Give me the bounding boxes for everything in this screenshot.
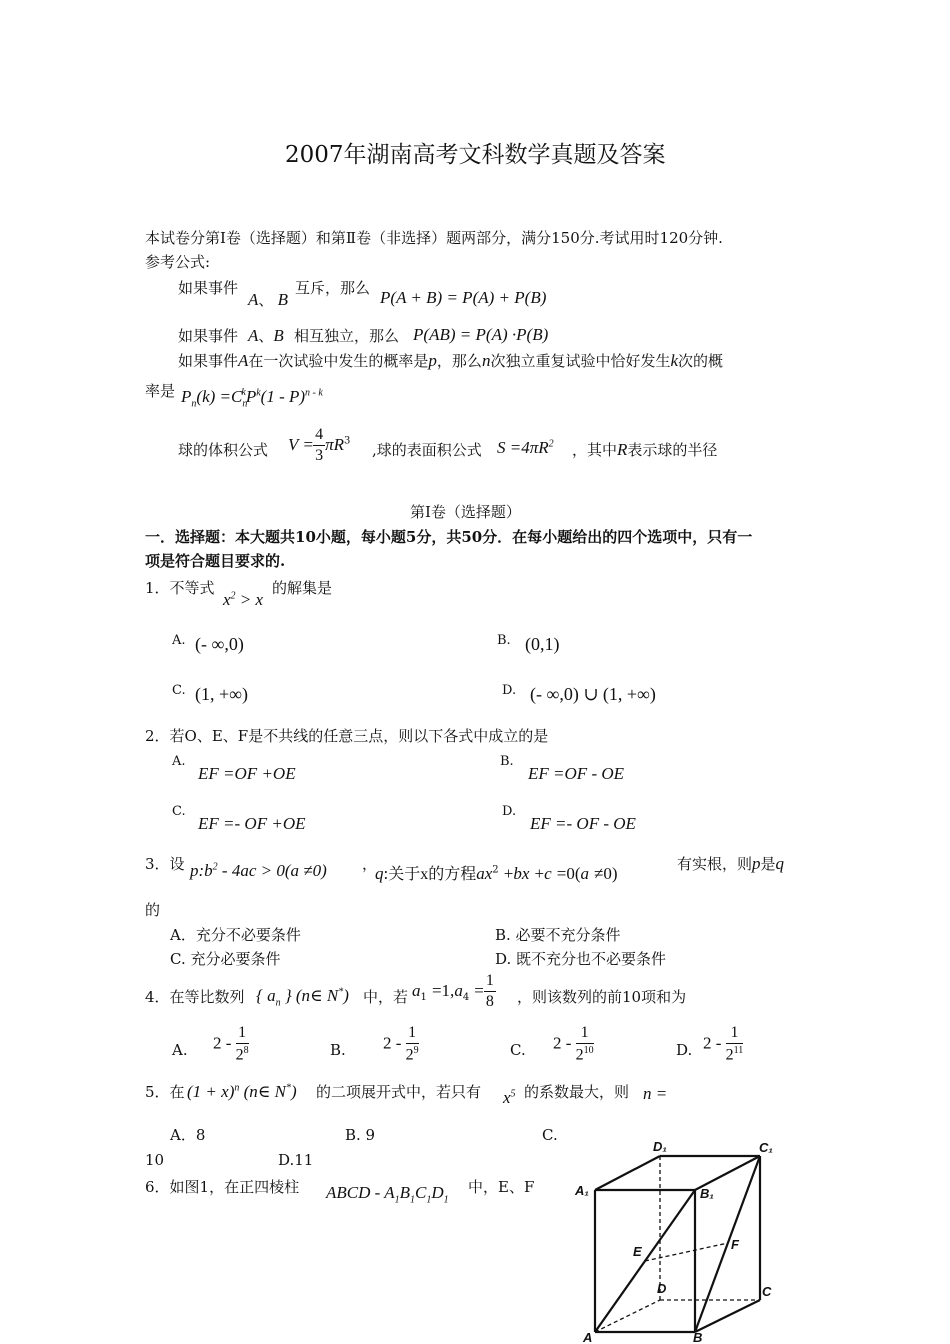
q2-option-d: EF =- OF - OE — [530, 814, 636, 833]
formula-heading: 参考公式: — [145, 253, 211, 271]
q5-stem-a: 5．在 — [145, 1083, 185, 1101]
label-c1: C₁ — [759, 1140, 773, 1155]
q3-stem-a: 3．设 — [145, 855, 185, 873]
formula-exclusive-events: A、 B — [248, 290, 289, 309]
q1-option-a-label: A. — [172, 633, 186, 648]
q3-stem-e: 的 — [145, 901, 161, 919]
q1-option-b-label: B. — [497, 633, 511, 648]
q1-option-c-label: C. — [172, 683, 186, 698]
section-heading: 第Ⅰ卷（选择题） — [410, 503, 521, 521]
q5-option-c-label: C. — [542, 1126, 558, 1144]
label-d: D — [657, 1281, 667, 1296]
q4-option-b-label: B. — [330, 1041, 346, 1059]
edge-a-d — [595, 1300, 660, 1332]
q3-option-b: B. 必要不充分条件 — [495, 926, 621, 944]
q4-option-b: 2 - $\frac{1}{2^9}$ — [383, 1024, 419, 1064]
q4-stem-b: 中，若 — [363, 988, 409, 1006]
q1-stem-a: 1．不等式 — [145, 579, 215, 597]
q4-option-d: 2 - $\frac{1}{2^{11}}$ — [703, 1024, 744, 1064]
q1-option-b: (0,1) — [525, 634, 560, 654]
q3-q-condition: q:关于x的方程$ax^2 +bx +c =0(a \ne 0)$ — [375, 864, 618, 883]
formula-sphere-text: ，其中R表示球的半径 — [572, 440, 718, 459]
formula-exclusive-mid: 互斥，那么 — [295, 279, 371, 297]
q3-option-d: D. 既不充分也不必要条件 — [495, 950, 667, 968]
q2-option-b: EF =OF - OE — [528, 764, 625, 783]
formula-binom-line2: 率是 — [145, 382, 176, 400]
q1-stem-b: 的解集是 — [272, 579, 333, 597]
q5-term: $x^5$ — [503, 1088, 516, 1107]
formula-indep-eq: P(AB) = P(A) ·P(B) — [413, 325, 549, 344]
label-b: B — [693, 1330, 703, 1344]
q4-option-d-label: D. — [676, 1041, 693, 1059]
q2-stem: 2．若O、E、F是不共线的任意三点，则以下各式中成立的是 — [145, 727, 549, 745]
q1-option-c: (1, +∞) — [195, 684, 248, 704]
formula-indep-events: A、B — [248, 326, 284, 345]
q3-stem-c: 有实根，则p是q — [677, 854, 785, 873]
label-b1: B₁ — [700, 1186, 714, 1201]
q5-stem-c: 的系数最大，则 — [524, 1083, 630, 1101]
q6-stem-a: 6．如图1，在正四棱柱 — [145, 1178, 300, 1196]
instructions: 一．选择题：本大题共10小题，每小题5分，共50分．在每小题给出的四个选项中，只有一 — [145, 528, 753, 546]
q4-sequence: { $a_n$ } (n∈ N*) — [256, 986, 349, 1009]
instructions-2: 项是符合题目要求的. — [145, 552, 286, 570]
q2-option-b-label: B. — [500, 754, 514, 769]
q5-binomial: $(1 + x)^n$ (n∈ N*) — [187, 1082, 297, 1101]
q2-option-c-label: C. — [172, 804, 186, 819]
q2-option-a-label: A. — [172, 754, 186, 769]
q1-option-d: (- ∞,0) ∪ (1, +∞) — [530, 684, 656, 704]
q4-option-a-label: A. — [172, 1041, 188, 1059]
q4-option-a: 2 - $\frac{1}{2^8}$ — [213, 1024, 249, 1064]
formula-binom-text: 如果事件A在一次试验中发生的概率是p，那么n次独立重复试验中恰好发生k次的概 — [178, 351, 724, 370]
q1-option-a: (- ∞,0) — [195, 634, 244, 654]
page-title: 2007年湖南高考文科数学真题及答案 — [285, 142, 666, 168]
q5-n: n = — [643, 1084, 668, 1103]
q5-option-c-value: 10 — [145, 1151, 165, 1169]
formula-exclusive-label: 如果事件 — [178, 279, 239, 297]
q5-stem-b: 的二项展开式中，若只有 — [316, 1083, 482, 1101]
q5-option-b: B. 9 — [345, 1126, 376, 1144]
q3-stem-b: ， — [362, 855, 378, 873]
q4-option-c: 2 - $\frac{1}{2^{10}}$ — [553, 1024, 594, 1064]
formula-sphere-area: $S =4\pi R^2$ — [497, 438, 554, 457]
formula-sphere-label: 球的体积公式 — [178, 441, 269, 459]
q4-condition: $a_1 =1,a_4$ = $\frac{1}{8}$ — [412, 972, 494, 1010]
q2-option-c: EF =- OF +OE — [198, 814, 306, 833]
segment-e-f — [645, 1243, 728, 1261]
label-a1: A₁ — [575, 1183, 589, 1198]
prism-figure — [565, 1138, 785, 1344]
formula-sphere-mid: ,球的表面积公式 — [372, 441, 482, 459]
q2-option-a: EF =OF +OE — [198, 764, 296, 783]
label-e: E — [633, 1244, 642, 1259]
label-f: F — [731, 1237, 739, 1252]
formula-binom-eq: $P_n(k) =C_n^kP^k(1 - P)^{n - k}$ — [181, 387, 323, 410]
formula-indep-mid: 相互独立，那么 — [294, 327, 400, 345]
q5-option-d: D.11 — [278, 1151, 314, 1169]
formula-exclusive-eq: P(A + B) = P(A) + P(B) — [380, 288, 547, 307]
q4-stem-c: ，则该数列的前10项和为 — [517, 988, 687, 1006]
q3-p-condition: $p:b^2 - 4ac > 0(a \ne 0)$ — [190, 861, 327, 880]
label-c: C — [762, 1284, 772, 1299]
q6-stem-b: 中，E、F — [468, 1178, 535, 1196]
q4-stem-a: 4．在等比数列 — [145, 988, 245, 1006]
label-d1: D₁ — [653, 1139, 667, 1154]
label-a: A — [583, 1330, 593, 1344]
formula-indep-label: 如果事件 — [178, 327, 239, 345]
q2-option-d-label: D. — [502, 804, 517, 819]
formula-sphere-volume: V = $\frac{4}{3}$ $\pi R^3$ — [288, 426, 351, 464]
q3-option-a: A．充分不必要条件 — [170, 926, 301, 944]
edge-a1-d1 — [595, 1156, 660, 1190]
q6-prism: ABCD - $A_1B_1C_1D_1$ — [326, 1183, 449, 1206]
intro-line: 本试卷分第Ⅰ卷（选择题）和第Ⅱ卷（非选择）题两部分，满分150分.考试用时120分钟. — [145, 229, 723, 247]
q1-inequality: $x^2 > x$ — [223, 590, 264, 609]
q1-option-d-label: D. — [502, 683, 517, 698]
q5-option-a: A．8 — [170, 1126, 206, 1144]
q4-option-c-label: C. — [510, 1041, 526, 1059]
q3-option-c: C. 充分必要条件 — [170, 950, 281, 968]
